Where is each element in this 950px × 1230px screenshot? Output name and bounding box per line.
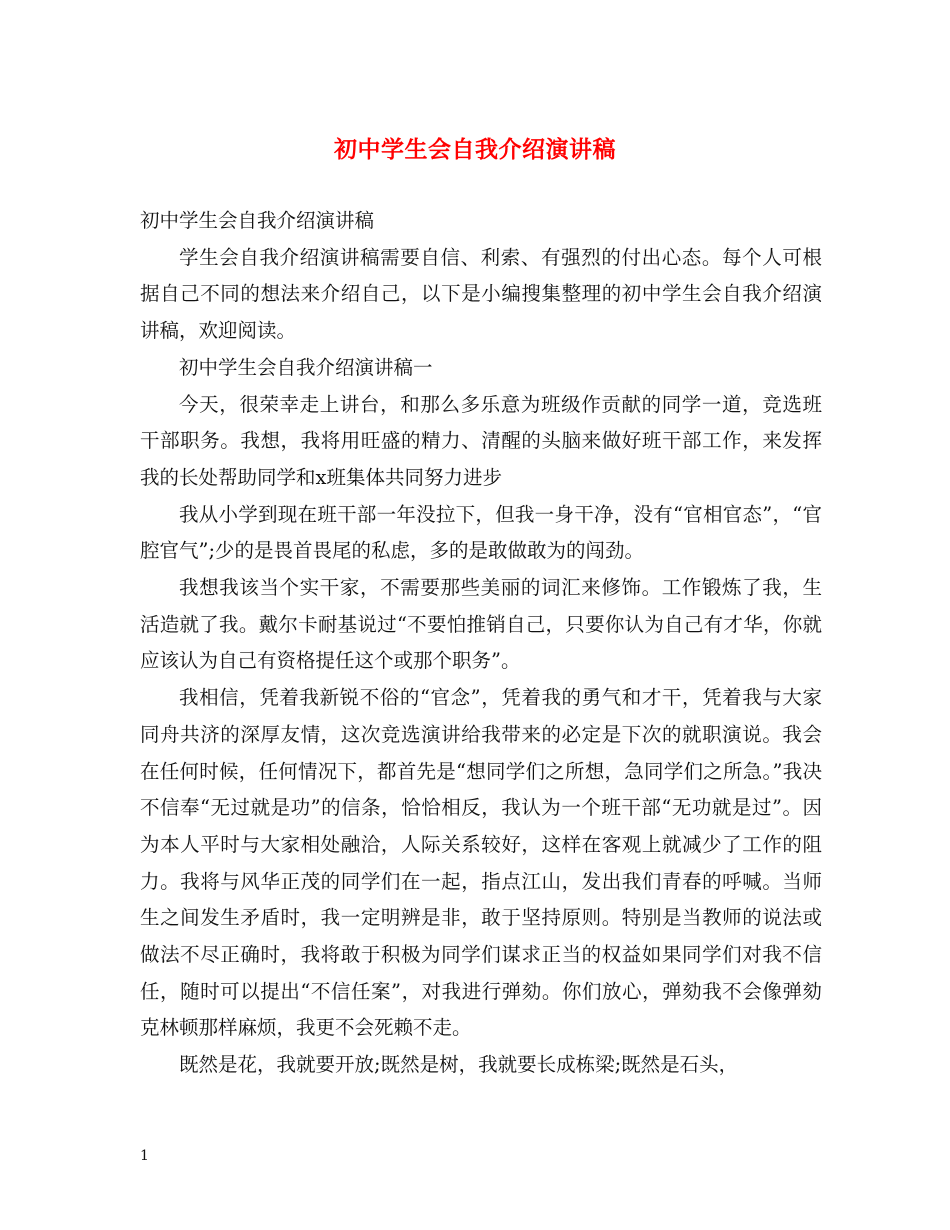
paragraph: 我相信，凭着我新锐不俗的“官念”，凭着我的勇气和才干，凭着我与大家同舟共济的深厚友情，这次竞选演讲给我带来的必定是下次的就职演说。我会在任何时候，任何情况下，都首先是“想同学们之所想，急同学们之所急。”我决不信奉“无过就是功”的信条，恰恰相反，我认为一个班干部“无功就是过”。因为本人平时与大家相处融洽，人际关系较好，这样在客观上就减少了工作的阻力。我将与风华正茂的同学们在一起，指点江山，发出我们青春的呼喊。当师生之间发生矛盾时，我一定明辨是非，敢于坚持原则。特别是当教师的说法或做法不尽正确时，我将敢于积极为同学们谋求正当的权益如果同学们对我不信任，随时可以提出“不信任案”，对我进行弹劾。你们放心，弹劾我不会像弹劾克林顿那样麻烦，我更不会死赖不走。 — [140, 686, 822, 1040]
paragraph-heading: 初中学生会自我介绍演讲稿 — [140, 209, 375, 232]
paragraph: 学生会自我介绍演讲稿需要自信、利索、有强烈的付出心态。每个人可根据自己不同的想法来介绍自己，以下是小编搜集整理的初中学生会自我介绍演讲稿，欢迎阅读。 — [140, 245, 822, 343]
paragraph: 既然是花，我就要开放;既然是树，我就要长成栋梁;既然是石头， — [179, 1053, 739, 1077]
paragraph: 我想我该当个实干家，不需要那些美丽的词汇来修饰。工作锻炼了我，生活造就了我。戴尔卡耐基说过“不要怕推销自己，只要你认为自己有才华，你就应该认为自己有资格提任这个或那个职务”。 — [140, 576, 822, 673]
document-title: 初中学生会自我介绍演讲稿 — [334, 136, 616, 163]
section-heading: 初中学生会自我介绍演讲稿一 — [179, 355, 433, 379]
page-number: 1 — [140, 1148, 149, 1164]
paragraph: 今天，很荣幸走上讲台，和那么多乐意为班级作贡献的同学一道，竞选班干部职务。我想，我将用旺盛的精力、清醒的头脑来做好班干部工作，来发挥我的长处帮助同学和x班集体共同努力进步 — [140, 392, 822, 489]
document-body — [140, 203, 822, 1084]
paragraph: 我从小学到现在班干部一年没拉下，但我一身干净，没有“官相官态”，“官腔官气”;少的是畏首畏尾的私虑，多的是敢做敢为的闯劲。 — [140, 502, 822, 563]
